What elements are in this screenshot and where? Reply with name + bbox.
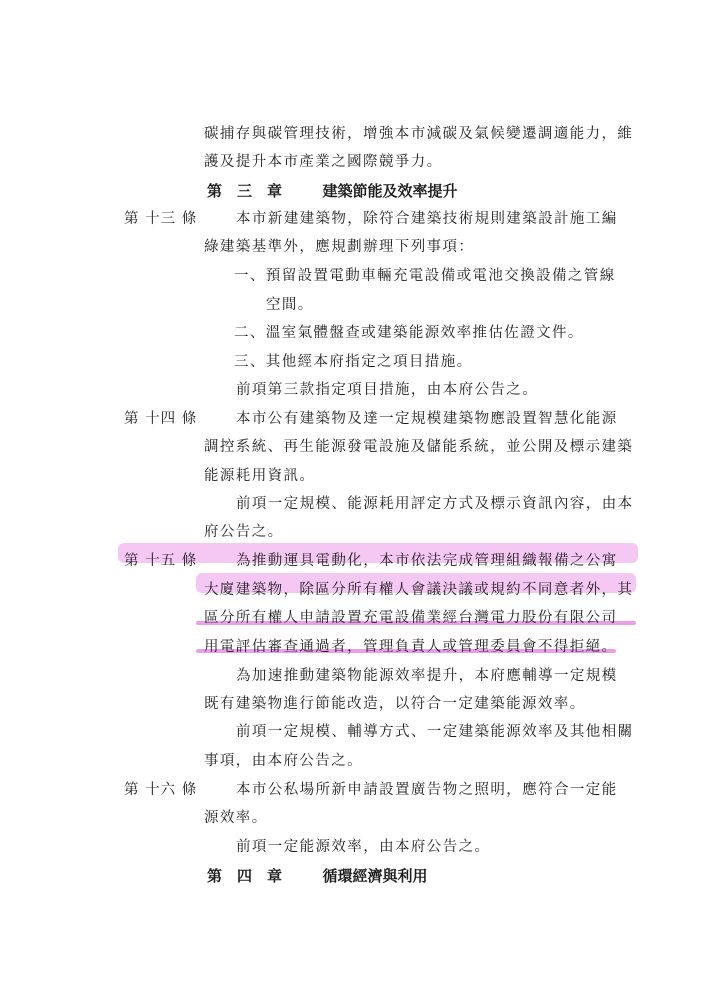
text-line: 本市公有建築物及達一定規模建築物應設置智慧化能源	[236, 411, 618, 427]
chapter-heading	[207, 181, 458, 201]
text-line: 區分所有權人申請設置充電設備業經台灣電力股份有限公司	[204, 610, 618, 626]
chapter-heading	[207, 866, 428, 886]
text-line: 大廈建築物，除區分所有權人會議決議或規約不同意者外，其	[204, 582, 634, 598]
list-item: 三、其他經本府指定之項目措施。	[234, 354, 473, 370]
text-line: 府公告之。	[204, 524, 284, 540]
article-label: 第 十六 條	[124, 782, 198, 798]
text-line: 護及提升本市產業之國際競爭力。	[204, 154, 443, 170]
article-label: 第 十五 條	[124, 553, 198, 569]
chapter-title: 循環經濟與利用	[322, 867, 428, 885]
text-line: 綠建築基準外，應規劃辦理下列事項：	[204, 239, 475, 255]
text-line: 碳捕存與碳管理技術，增強本市減碳及氣候變遷調適能力，維	[204, 126, 634, 142]
chapter-number: 第 三 章	[207, 182, 283, 200]
text-line: 前項一定能源效率，由本府公告之。	[236, 839, 491, 855]
list-item: 一、預留設置電動車輛充電設備或電池交換設備之管線	[234, 268, 616, 284]
list-item: 二、溫室氣體盤查或建築能源效率推估佐證文件。	[234, 325, 584, 341]
text-line: 為加速推動建築物能源效率提升，本府應輔導一定規模	[236, 668, 618, 684]
text-line: 用電評估審查通過者，管理負責人或管理委員會不得拒絕。	[204, 639, 618, 655]
text-line: 前項第三款指定項目措施，由本府公告之。	[236, 382, 539, 398]
text-line: 既有建築物進行節能改造，以符合一定建築能源效率。	[204, 696, 586, 712]
text-line: 本市公私場所新申請設置廣告物之照明，應符合一定能	[236, 782, 618, 798]
text-line: 源效率。	[204, 810, 268, 826]
text-line: 調控系統、再生能源發電設施及儲能系統，並公開及標示建築	[204, 439, 634, 455]
article-label: 第 十四 條	[124, 411, 198, 427]
chapter-title: 建築節能及效率提升	[322, 182, 458, 200]
text-line: 為推動運具電動化，本市依法完成管理組織報備之公寓	[236, 553, 618, 569]
article-label: 第 十三 條	[124, 211, 198, 227]
text-line: 能源耗用資訊。	[204, 468, 316, 484]
chapter-number: 第 四 章	[207, 867, 283, 885]
text-line: 前項一定規模、輔導方式、一定建築能源效率及其他相關	[236, 724, 634, 740]
text-line: 事項，由本府公告之。	[204, 753, 363, 769]
text-line: 前項一定規模、能源耗用評定方式及標示資訊內容，由本	[236, 496, 634, 512]
text-line: 本市新建建築物，除符合建築技術規則建築設計施工編	[236, 211, 618, 227]
text-line: 空間。	[266, 297, 314, 313]
